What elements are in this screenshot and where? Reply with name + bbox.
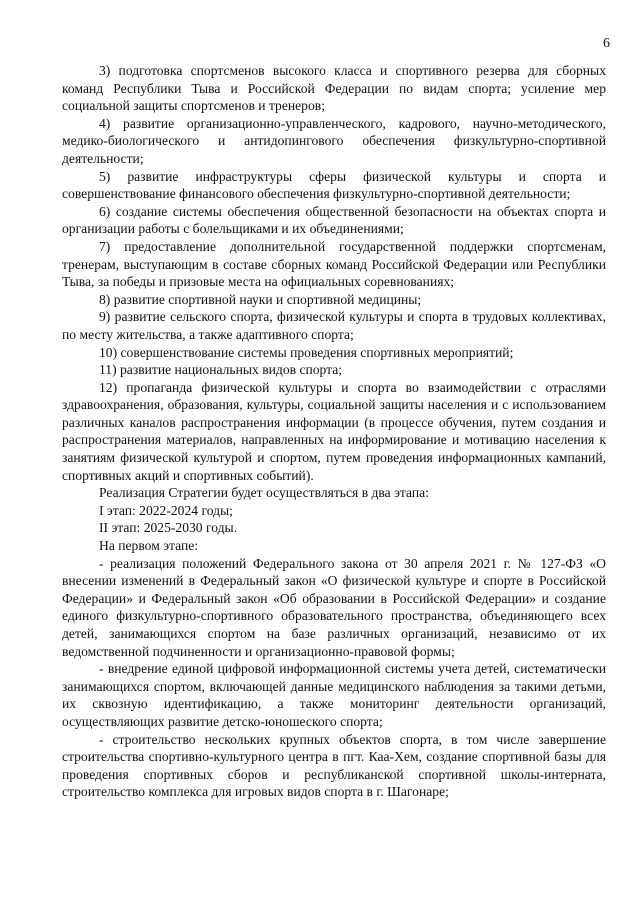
paragraph-bullet-construction: - строительство нескольких крупных объектов спорта, в том числе завершение строительства спортивно-культурного центра в пгт. Каа-Хем, создание спортивной базы для проведения спортивных сборов и республиканской спортивной школы-интерната, строительство комплекса для игровых видов спорта в г. Шагонаре; [62,731,606,800]
paragraph-item-9: 9) развитие сельского спорта, физической культуры и спорта в трудовых коллективах, по месту жительства, а также адаптивного спорта; [62,309,606,342]
paragraph-item-12: 12) пропаганда физической культуры и спорта во взаимодействии с отраслями здравоохранения, образования, культуры, социальной защиты населения и с использованием различных каналов распространения информации (в процессе обучения, путем создания и распространения материалов, направленных на информирование и мотивацию населения к занятиям физической культурой и спортом, путем проведения информационных кампаний, спортивных акций и спортивных событий). [62,379,606,483]
paragraph-bullet-law: - реализация положений Федерального закона от 30 апреля 2021 г. № 127-ФЗ «О внесении изменений в Федеральный закон «О физической культуре и спорте в Российской Федерации» и Федеральный закон «Об образовании в Российской Федерации» и создание единого физкультурно-спортивного образовательного пространства, объединяющего всех детей, занимающихся спортом на базе различных организаций, независимо от их ведомственной подчиненности и организационно-правовой формы; [62,555,606,659]
paragraph-stages-intro: Реализация Стратегии будет осуществляться в два этапа: [99,485,429,501]
paragraph-item-5: 5) развитие инфраструктуры сферы физической культуры и спорта и совершенствование финансового обеспечения физкультурно-спортивной деятельности; [62,168,606,202]
paragraph-stage-1: I этап: 2022-2024 годы; [99,502,233,518]
paragraph-item-10: 10) совершенствование системы проведения спортивных мероприятий; [99,344,514,360]
paragraph-bullet-digital-system: - внедрение единой цифровой информационной системы учета детей, систематически занимающихся спортом, включающей данные медицинского наблюдения за такими детьми, их сквозную идентификацию, а также мониторинг деятельности организаций, осуществляющих развитие детско-юношеского спорта; [62,661,606,729]
paragraph-item-11: 11) развитие национальных видов спорта; [99,362,343,378]
paragraph-item-8: 8) развитие спортивной науки и спортивной медицины; [99,291,422,307]
paragraph-item-4: 4) развитие организационно-управленческого, кадрового, научно-методического, медико-биологического и антидопингового обеспечения физкультурно-спортивной деятельности; [62,115,606,166]
paragraph-stage-2: II этап: 2025-2030 годы. [99,520,238,536]
paragraph-item-3: 3) подготовка спортсменов высокого класса и спортивного резерва для сборных команд Республики Тыва и Российской Федерации по видам спорта; усиление мер социальной защиты спортсменов и тренеров; [62,63,606,114]
document-body [62,62,606,801]
page-number: 6 [603,36,610,51]
paragraph-first-stage-heading: На первом этапе: [99,538,199,554]
paragraph-item-7: 7) предоставление дополнительной государственной поддержки спортсменам, тренерам, выступающим в составе сборных команд Российской Федерации или Республики Тыва, за победы и призовые места на официальных соревнованиях; [62,238,606,290]
paragraph-item-6: 6) создание системы обеспечения общественной безопасности на объектах спорта и организации работы с болельщиками и их объединениями; [62,203,606,237]
